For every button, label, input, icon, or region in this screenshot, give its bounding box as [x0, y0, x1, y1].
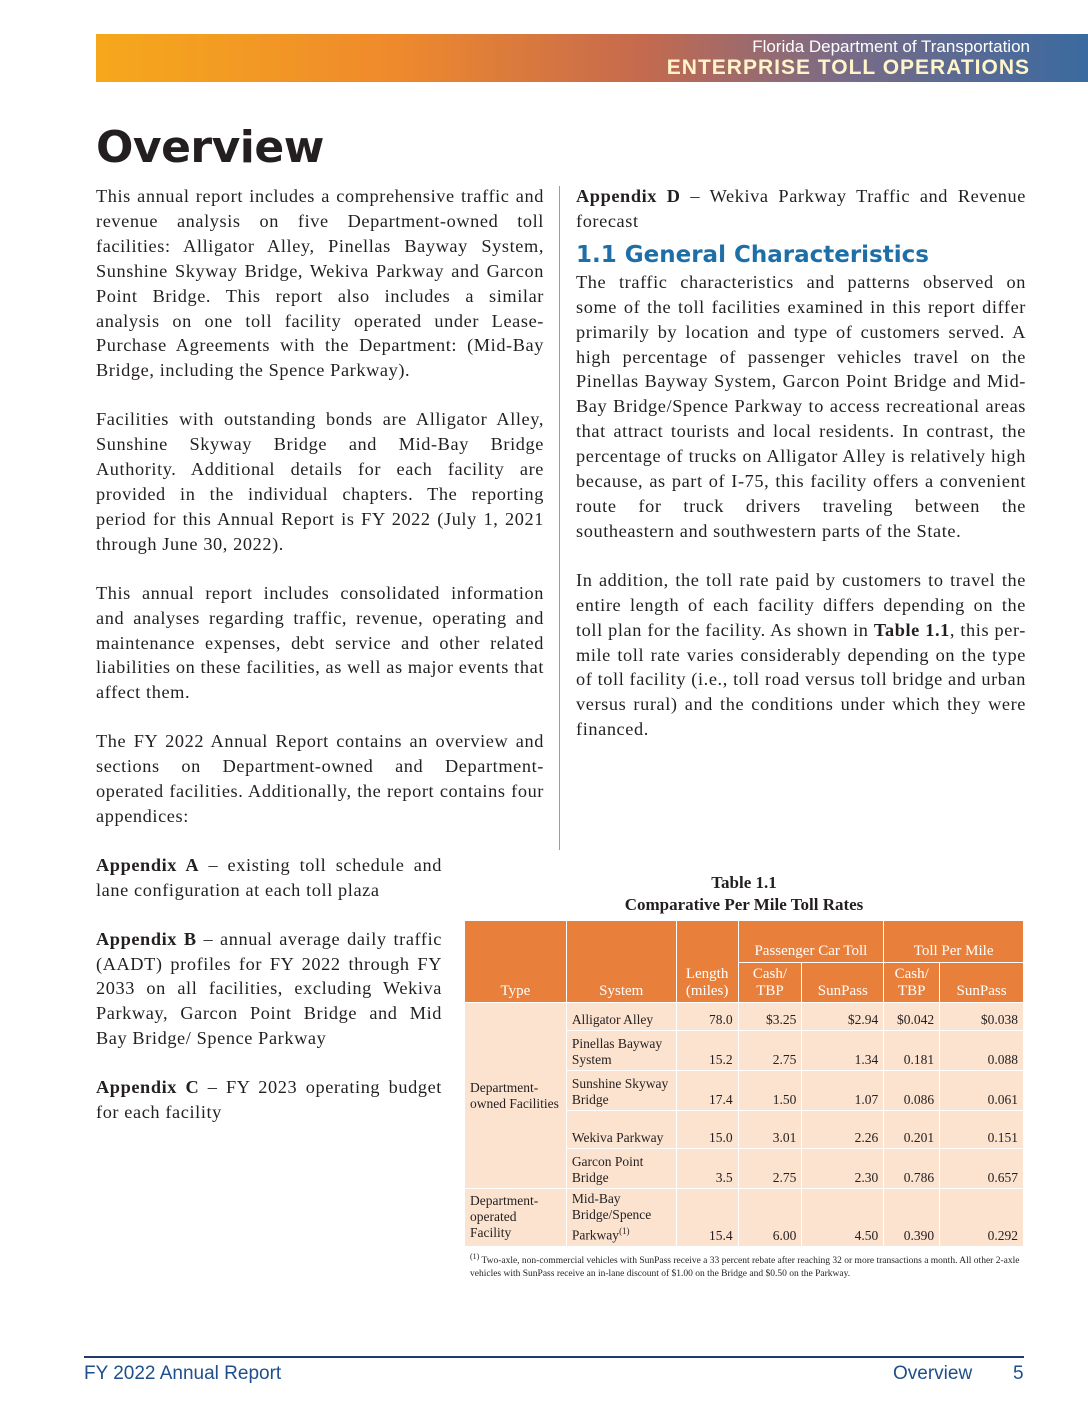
- sunpass-cell: 1.34: [802, 1031, 884, 1071]
- sunpass-mile-cell: 0.088: [940, 1031, 1024, 1071]
- length-cell: 78.0: [676, 1003, 738, 1031]
- cash-cell: $3.25: [738, 1003, 802, 1031]
- column-divider: [559, 186, 560, 850]
- sunpass-cell: 2.26: [802, 1111, 884, 1149]
- sunpass-cell: $2.94: [802, 1003, 884, 1031]
- sunpass-mile-cell: $0.038: [940, 1003, 1024, 1031]
- sunpass-mile-cell: 0.292: [940, 1189, 1024, 1247]
- footer-report-name: FY 2022 Annual Report: [84, 1363, 282, 1384]
- sunpass-mile-cell: 0.151: [940, 1111, 1024, 1149]
- appendix-b-label: Appendix B: [96, 928, 197, 949]
- type-cell: Department-operated Facility: [465, 1189, 567, 1247]
- cash-mile-cell: 0.390: [884, 1189, 940, 1247]
- agency-name: Florida Department of Transportation: [752, 37, 1030, 56]
- toll-rate-text-a: In addition, the toll rate paid by customers to travel the entire length of each facility differs depending on the toll plan for the facility. As shown in: [576, 569, 1026, 640]
- table-reference: Table 1.1: [873, 619, 950, 640]
- footnote-mark: (1): [470, 1252, 480, 1261]
- table-footnote: [470, 1250, 1022, 1281]
- paragraph-characteristics: The traffic characteristics and patterns observed on some of the toll facilities examined in this report differ primarily by location and type of customers served. A high percentage of passenger vehicles travel on the Pinellas Bayway System, Garcon Point Bridge and Mid-Bay Bridge/Spence Parkway to access recreational areas that attract tourists and local residents. In contrast, the percentage of trucks on Alligator Alley is relatively high because, as part of I-75, this facility offers a convenient route for truck drivers traveling between the southeastern and southwestern parts of the State.: [576, 271, 1026, 541]
- footer-rule: [84, 1356, 1024, 1358]
- appendix-b-text: – annual average daily traffic (AADT) profiles for FY 2022 through FY 2033 on all facilities, excluding Wekiva Parkway, Garcon Point Bridge and Mid Bay Bridge/ Spence Parkway: [96, 928, 442, 1049]
- appendix-b: [96, 927, 442, 1052]
- system-name: Mid-Bay Bridge/Spence Parkway: [571, 1191, 652, 1243]
- cash-cell: 6.00: [738, 1189, 802, 1247]
- cash-mile-cell: 0.086: [884, 1071, 940, 1111]
- toll-rates-table: [464, 920, 1024, 1247]
- type-cell: Department-owned Facilities: [465, 1003, 567, 1189]
- system-cell: Sunshine Skyway Bridge: [566, 1071, 676, 1111]
- cash-mile-cell: $0.042: [884, 1003, 940, 1031]
- page-number: 5: [1013, 1363, 1024, 1384]
- system-cell: Alligator Alley: [566, 1003, 676, 1031]
- sunpass-cell: 2.30: [802, 1149, 884, 1189]
- length-cell: 17.4: [676, 1071, 738, 1111]
- appendix-a-text: – existing toll schedule and lane configuration at each toll plaza: [96, 854, 442, 900]
- length-cell: 3.5: [676, 1149, 738, 1189]
- cash-mile-cell: 0.786: [884, 1149, 940, 1189]
- appendix-c-label: Appendix C: [96, 1077, 200, 1098]
- paragraph-contents: This annual report includes consolidated information and analyses regarding traffic, revenue, operating and maintenance expenses, debt service and other related liabilities on these facilities, as well as major events that affect them.: [96, 582, 544, 703]
- col-cash-per-mile: Cash/ TBP: [884, 963, 940, 1003]
- table-row: [465, 1003, 1024, 1031]
- table-caption: Comparative Per Mile Toll Rates: [624, 895, 864, 914]
- page-title: Overview: [96, 122, 324, 173]
- cash-mile-cell: 0.201: [884, 1111, 940, 1149]
- cash-cell: 3.01: [738, 1111, 802, 1149]
- appendix-d: [576, 184, 1026, 234]
- col-cash: Cash/ TBP: [738, 963, 802, 1003]
- col-type: Type: [465, 921, 567, 1003]
- sunpass-cell: 4.50: [802, 1189, 884, 1247]
- table-row: [465, 1189, 1024, 1247]
- system-cell: [566, 1189, 676, 1247]
- toll-rate-text-b: , this per-mile toll rate varies considerably depending on the type of toll facility (i.e., toll road versus toll bridge and urban versus rural) and the conditions under which they were financed.: [576, 619, 1026, 740]
- cash-cell: 2.75: [738, 1149, 802, 1189]
- paragraph-bonds: Facilities with outstanding bonds are Alligator Alley, Sunshine Skyway Bridge and Mid-Bay Bridge Authority. Additional details for each facility are provided in the individual chapters. The reporting period for this Annual Report is FY 2022 (July 1, 2021 through June 30, 2022).: [96, 409, 544, 554]
- appendix-a-label: Appendix A: [96, 854, 200, 875]
- length-cell: 15.0: [676, 1111, 738, 1149]
- appendix-c-text: – FY 2023 operating budget for each facility: [96, 1077, 442, 1123]
- col-system: System: [566, 921, 676, 1003]
- group-passenger-car-toll: Passenger Car Toll: [738, 921, 884, 963]
- sunpass-mile-cell: 0.061: [940, 1071, 1024, 1111]
- table-title: [464, 872, 1024, 916]
- section-heading: 1.1 General Characteristics: [576, 241, 929, 268]
- footnote-text: Two-axle, non-commercial vehicles with SunPass receive a 33 percent rebate after reaching 32 or more transactions a month. All other 2-axle vehicles with SunPass receive an in-lane discount of $1.00 on the Bridge and $0.50 on the Parkway.: [470, 1256, 1020, 1280]
- appendix-d-text: – Wekiva Parkway Traffic and Revenue forecast: [576, 186, 1026, 231]
- table-number: Table 1.1: [711, 873, 777, 892]
- appendix-c: [96, 1075, 442, 1125]
- right-column: [576, 184, 1026, 766]
- col-sunpass: SunPass: [802, 963, 884, 1003]
- cash-mile-cell: 0.181: [884, 1031, 940, 1071]
- header-banner: [96, 34, 1088, 82]
- cash-cell: 1.50: [738, 1071, 802, 1111]
- paragraph-appendices-intro: The FY 2022 Annual Report contains an overview and sections on Department-owned and Department-operated facilities. Additionally, the report contains four appendices:: [96, 731, 544, 826]
- sunpass-cell: 1.07: [802, 1071, 884, 1111]
- system-cell: Garcon Point Bridge: [566, 1149, 676, 1189]
- paragraph-intro: This annual report includes a comprehensive traffic and revenue analysis on five Department-owned toll facilities: Alligator Alley, Pinellas Bayway System, Sunshine Skyway Bridge, Wekiva Parkway and Garcon Point Bridge. This report also includes a similar analysis on one toll facility operated under Lease-Purchase Agreements with the Department: (Mid-Bay Bridge, including the Spence Parkway).: [96, 186, 544, 381]
- system-cell: Wekiva Parkway: [566, 1111, 676, 1149]
- sunpass-mile-cell: 0.657: [940, 1149, 1024, 1189]
- system-cell: Pinellas Bayway System: [566, 1031, 676, 1071]
- col-length: Length (miles): [676, 921, 738, 1003]
- col-sunpass-per-mile: SunPass: [940, 963, 1024, 1003]
- length-cell: 15.2: [676, 1031, 738, 1071]
- paragraph-toll-rate: [576, 568, 1026, 742]
- appendix-d-label: Appendix D: [576, 186, 681, 206]
- footnote-marker: (1): [619, 1226, 630, 1236]
- appendix-a: [96, 853, 442, 903]
- cash-cell: 2.75: [738, 1031, 802, 1071]
- group-toll-per-mile: Toll Per Mile: [884, 921, 1024, 963]
- office-name: ENTERPRISE TOLL OPERATIONS: [666, 56, 1030, 79]
- length-cell: 15.4: [676, 1189, 738, 1247]
- footer-section-name: Overview: [893, 1363, 973, 1384]
